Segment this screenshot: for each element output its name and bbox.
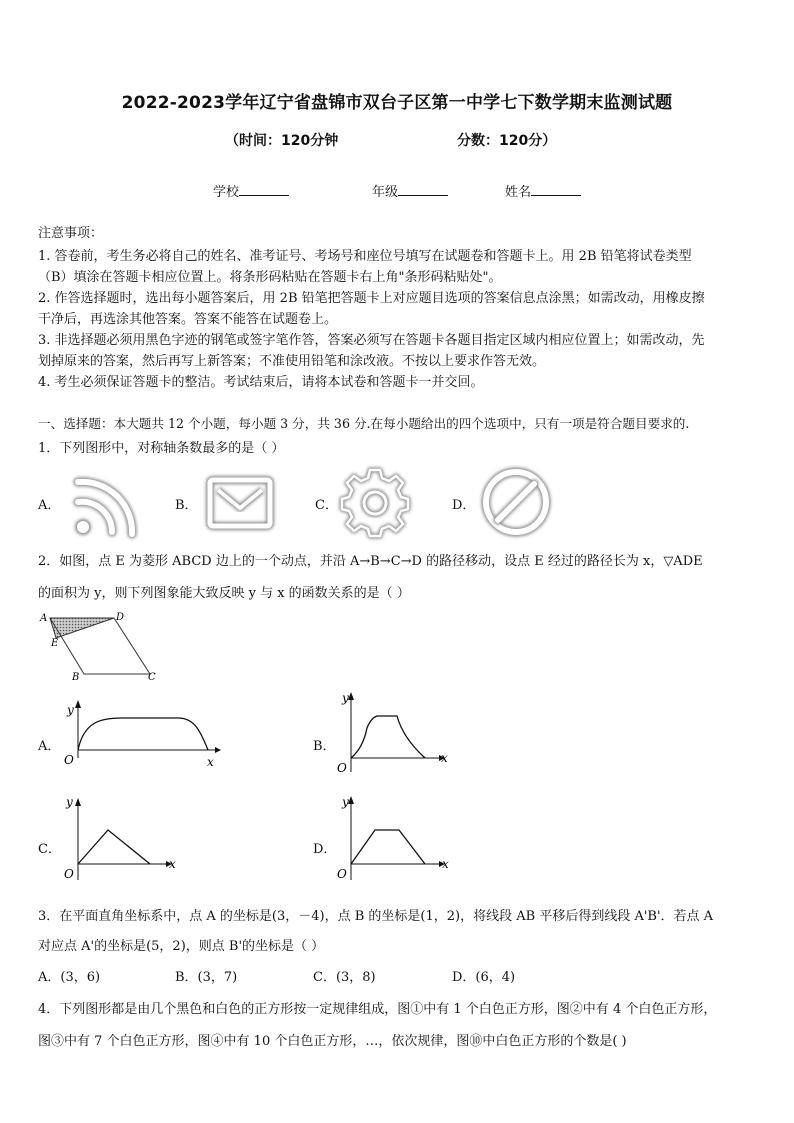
q3-option-d: D．(6，4): [452, 970, 516, 985]
graph-c: [60, 792, 180, 884]
label-b: B: [72, 672, 80, 683]
q1-option-d-label: D．: [452, 498, 476, 513]
q2-option-b-label: B．: [313, 739, 336, 754]
x-axis-label: x: [207, 755, 214, 769]
notice-heading: 注意事项：: [38, 226, 104, 241]
label-a: A: [40, 613, 48, 624]
grade-field: [372, 181, 448, 200]
name-blank: [531, 183, 581, 196]
y-axis-label: y: [342, 691, 349, 705]
q3-option-c: C．(3，8): [313, 970, 376, 985]
name-field: [505, 181, 581, 200]
question-1-stem: 1．下列图形中，对称轴条数最多的是（ ）: [38, 441, 285, 456]
rhombus-figure: [38, 608, 168, 688]
q2-option-c-label: C．: [38, 842, 61, 857]
notice-item: 4. 考生必须保证答题卡的整洁。考试结束后，请将本试卷和答题卡一并交回。: [38, 375, 484, 390]
label-e: E: [51, 638, 59, 649]
notice-item: （B）填涂在答题卡相应位置上。将条形码粘贴在答题卡右上角"条形码粘贴处"。: [38, 270, 502, 285]
school-blank: [239, 183, 289, 196]
question-2-line-1: 2．如图，点 E 为菱形 ABCD 边上的一个动点，并沿 A→B→C→D 的路径移动，设点 E 经过的路径长为 x，▽ADE: [38, 554, 703, 569]
wifi-icon: [66, 472, 144, 540]
q3-option-b: B．(3，7): [175, 970, 238, 985]
origin-label: O: [337, 761, 347, 775]
notice-item: 1. 答卷前，考生务必将自己的姓名、准考证号、考场号和座位号填写在试题卷和答题卡上。用 2B 铅笔将试卷类型: [38, 249, 692, 264]
grade-label: 年级: [372, 185, 399, 200]
y-axis-label: y: [66, 795, 73, 809]
graph-a: [60, 700, 225, 772]
notice-item: 3. 非选择题必须用黑色字迹的钢笔或签字笔作答，答案必须写在答题卡各题目指定区域内相应位置上；如需改动，先: [38, 333, 705, 348]
question-2-line-2: 的面积为 y，则下列图象能大致反映 y 与 x 的函数关系的是（ ）: [38, 586, 410, 601]
x-axis-label: x: [441, 751, 448, 765]
y-axis-label: y: [342, 795, 349, 809]
school-label: 学校: [213, 185, 240, 200]
q2-option-d-label: D．: [313, 842, 337, 857]
gear-icon: [339, 466, 411, 538]
y-axis-label: y: [67, 703, 74, 717]
q1-option-b-label: B．: [175, 498, 198, 513]
x-axis-label: x: [169, 857, 176, 871]
section-heading: 一、选择题：本大题共 12 个小题，每小题 3 分，共 36 分.在每小题给出的四个选项中，只有一项是符合题目要求的.: [38, 416, 690, 431]
school-field: [213, 181, 289, 200]
prohibited-icon: [480, 466, 552, 538]
grade-blank: [398, 183, 448, 196]
notice-item: 2. 作答选择题时，选出每小题答案后，用 2B 铅笔把答题卡上对应题目选项的答案信息点涂黑；如需改动，用橡皮擦: [38, 291, 705, 306]
graph-d: [333, 792, 453, 884]
exam-score: 分数：120分）: [457, 133, 557, 149]
question-3-line-1: 3．在平面直角坐标系中，点 A 的坐标是(3，－4)，点 B 的坐标是(1，2)，将线段 AB 平移后得到线段 A'B'．若点 A: [38, 909, 714, 924]
name-label: 姓名: [505, 185, 532, 200]
origin-label: O: [337, 867, 347, 881]
exam-time: （时间：120分钟: [225, 133, 339, 149]
q3-option-a: A．(3，6): [38, 970, 101, 985]
question-4-line-1: 4．下列图形都是由几个黑色和白色的正方形按一定规律组成，图①中有 1 个白色正方形，图②中有 4 个白色正方形，: [38, 1002, 717, 1017]
origin-label: O: [64, 753, 74, 767]
graph-b: [333, 688, 453, 780]
label-c: C: [148, 672, 156, 683]
q1-option-a-label: A．: [38, 498, 61, 513]
question-4-line-2: 图③中有 7 个白色正方形，图④中有 10 个白色正方形，…，依次规律，图⑩中白色正方形的个数是( ): [38, 1034, 627, 1049]
notice-item: 干净后，再选涂其他答案。答案不能答在试题卷上。: [38, 312, 338, 327]
q1-option-c-label: C．: [315, 498, 338, 513]
question-3-line-2: 对应点 A'的坐标是(5，2)，则点 B'的坐标是（ ）: [38, 939, 325, 954]
label-d: D: [116, 612, 125, 623]
notice-item: 划掉原来的答案，然后再写上新答案；不准使用铅笔和涂改液。不按以上要求作答无效。: [38, 354, 546, 369]
origin-label: O: [64, 867, 74, 881]
envelope-icon: [206, 476, 274, 532]
exam-title: 2022-2023学年辽宁省盘锦市双台子区第一中学七下数学期末监测试题: [121, 93, 673, 113]
q2-option-a-label: A．: [38, 739, 61, 754]
x-axis-label: x: [442, 857, 449, 871]
